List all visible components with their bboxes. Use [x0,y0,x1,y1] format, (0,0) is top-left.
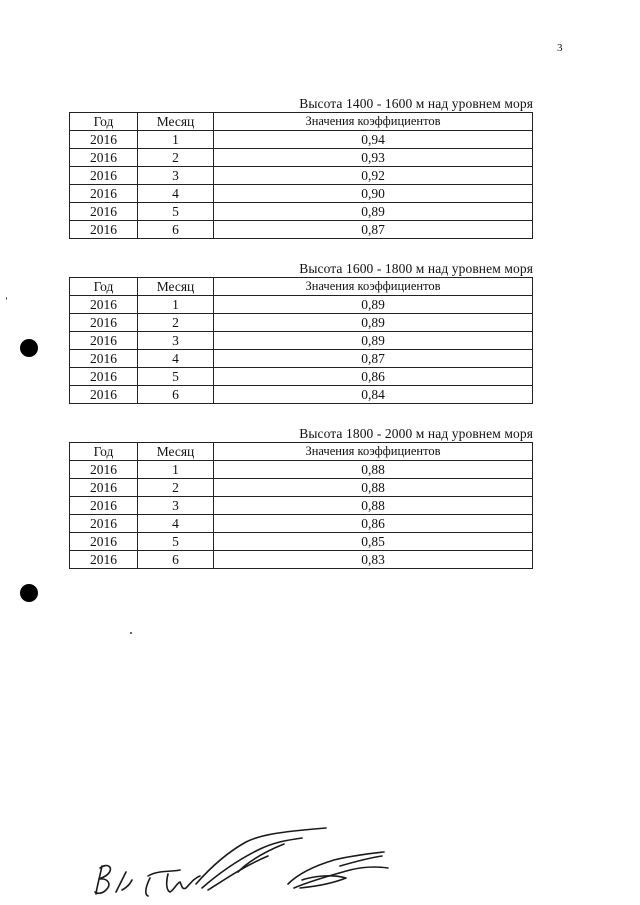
cell-value: 0,88 [214,461,533,479]
scan-speck [130,632,132,634]
cell-value: 0,86 [214,515,533,533]
handwritten-signature [88,822,398,902]
cell-value: 0,87 [214,221,533,239]
cell-value: 0,83 [214,551,533,569]
cell-month: 4 [138,185,214,203]
table-header-row [70,443,533,461]
table-row [70,497,533,515]
cell-year: 2016 [70,296,138,314]
page-number: 3 [557,42,563,54]
table-row [70,296,533,314]
cell-year: 2016 [70,533,138,551]
cell-value: 0,92 [214,167,533,185]
cell-value: 0,89 [214,296,533,314]
table-row [70,332,533,350]
table-row [70,221,533,239]
altitude-section-1600-1800 [69,261,533,404]
cell-month: 5 [138,368,214,386]
cell-year: 2016 [70,479,138,497]
table-row [70,131,533,149]
cell-year: 2016 [70,368,138,386]
altitude-section-1400-1600 [69,96,533,239]
coefficients-table [69,277,533,404]
header-month: Месяц [138,113,214,131]
scan-speck [6,297,7,300]
cell-month: 4 [138,350,214,368]
header-value: Значения коэффициентов [214,443,533,461]
altitude-section-1800-2000 [69,426,533,569]
cell-year: 2016 [70,350,138,368]
cell-year: 2016 [70,551,138,569]
table-row [70,149,533,167]
table-row [70,479,533,497]
cell-month: 2 [138,149,214,167]
header-value: Значения коэффициентов [214,278,533,296]
binder-hole-top [20,339,38,357]
cell-month: 2 [138,479,214,497]
cell-year: 2016 [70,497,138,515]
header-year: Год [70,443,138,461]
cell-year: 2016 [70,185,138,203]
cell-value: 0,87 [214,350,533,368]
header-value: Значения коэффициентов [214,113,533,131]
cell-month: 2 [138,314,214,332]
coefficients-table [69,112,533,239]
table-row [70,386,533,404]
cell-year: 2016 [70,167,138,185]
cell-month: 3 [138,497,214,515]
header-month: Месяц [138,443,214,461]
binder-hole-bottom [20,584,38,602]
cell-month: 6 [138,386,214,404]
cell-year: 2016 [70,461,138,479]
cell-month: 6 [138,221,214,239]
cell-year: 2016 [70,149,138,167]
section-caption: Высота 1400 - 1600 м над уровнем моря [299,96,533,111]
cell-year: 2016 [70,221,138,239]
cell-value: 0,88 [214,497,533,515]
table-header-row [70,278,533,296]
cell-value: 0,89 [214,314,533,332]
table-row [70,515,533,533]
table-header-row [70,113,533,131]
table-row [70,167,533,185]
cell-month: 5 [138,533,214,551]
header-year: Год [70,278,138,296]
cell-value: 0,93 [214,149,533,167]
cell-year: 2016 [70,314,138,332]
coefficients-table [69,442,533,569]
cell-year: 2016 [70,515,138,533]
cell-value: 0,89 [214,203,533,221]
table-row [70,368,533,386]
table-row [70,533,533,551]
cell-value: 0,94 [214,131,533,149]
cell-value: 0,89 [214,332,533,350]
table-row [70,203,533,221]
table-row [70,551,533,569]
cell-month: 1 [138,131,214,149]
table-row [70,350,533,368]
header-month: Месяц [138,278,214,296]
cell-month: 4 [138,515,214,533]
cell-value: 0,86 [214,368,533,386]
cell-value: 0,88 [214,479,533,497]
cell-month: 1 [138,296,214,314]
cell-month: 1 [138,461,214,479]
header-year: Год [70,113,138,131]
section-caption: Высота 1600 - 1800 м над уровнем моря [299,261,533,276]
table-row [70,185,533,203]
cell-year: 2016 [70,131,138,149]
cell-month: 6 [138,551,214,569]
section-caption: Высота 1800 - 2000 м над уровнем моря [299,426,533,441]
cell-year: 2016 [70,332,138,350]
cell-year: 2016 [70,386,138,404]
cell-value: 0,90 [214,185,533,203]
cell-year: 2016 [70,203,138,221]
cell-month: 3 [138,332,214,350]
cell-value: 0,84 [214,386,533,404]
cell-month: 5 [138,203,214,221]
cell-month: 3 [138,167,214,185]
cell-value: 0,85 [214,533,533,551]
table-row [70,461,533,479]
table-row [70,314,533,332]
